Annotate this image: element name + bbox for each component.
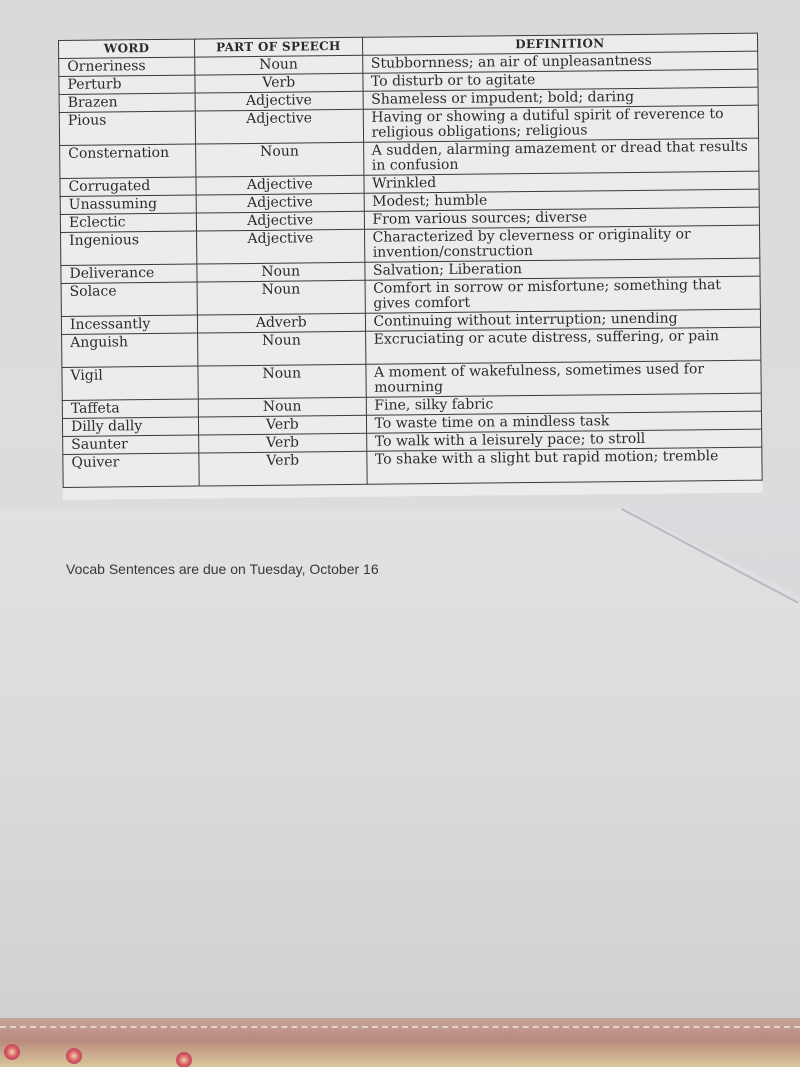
pos-cell: Verb: [195, 73, 363, 93]
pos-cell: Noun: [196, 142, 364, 177]
definition-cell: To walk with a leisurely pace; to stroll: [366, 429, 762, 451]
table-row: [63, 447, 762, 487]
desk-fabric-strip: [0, 1018, 800, 1067]
flower-pattern-icon: [66, 1048, 82, 1064]
word-cell: Solace: [61, 282, 197, 316]
definition-cell: To disturb or to agitate: [362, 69, 758, 91]
word-cell: Ingenious: [61, 231, 197, 265]
pos-cell: Adjective: [196, 193, 364, 213]
pos-cell: Noun: [198, 331, 366, 366]
header-part-of-speech: PART OF SPEECH: [195, 37, 363, 57]
definition-cell: Stubbornness; an air of unpleasantness: [362, 51, 758, 73]
word-cell: Deliverance: [61, 264, 197, 283]
fabric-stitching: [0, 1026, 800, 1028]
pos-cell: Adjective: [196, 175, 364, 195]
definition-cell: Comfort in sorrow or misfortune; something that gives comfort: [365, 276, 761, 313]
word-cell: Anguish: [62, 333, 198, 367]
definition-cell: Fine, silky fabric: [366, 393, 762, 415]
pos-cell: Noun: [198, 364, 366, 399]
word-cell: Quiver: [63, 453, 199, 487]
word-cell: Unassuming: [60, 195, 196, 214]
definition-cell: Continuing without interruption; unending: [365, 309, 761, 331]
pos-cell: Adjective: [196, 211, 364, 231]
header-definition: DEFINITION: [362, 33, 758, 55]
header-word: WORD: [59, 39, 195, 58]
vocab-table: [58, 33, 763, 488]
word-cell: Vigil: [62, 366, 198, 400]
flower-pattern-icon: [4, 1044, 20, 1060]
pos-cell: Noun: [198, 397, 366, 417]
pos-cell: Adjective: [195, 91, 363, 111]
pos-cell: Verb: [199, 433, 367, 453]
flower-pattern-icon: [176, 1052, 192, 1067]
word-cell: Saunter: [63, 435, 199, 454]
word-cell: Perturb: [59, 75, 195, 94]
pos-cell: Noun: [195, 55, 363, 75]
word-cell: Taffeta: [62, 399, 198, 418]
definition-cell: To shake with a slight but rapid motion; tremble: [366, 447, 762, 484]
pos-cell: Noun: [197, 262, 365, 282]
definition-cell: Shameless or impudent; bold; daring: [363, 87, 759, 109]
definition-cell: Wrinkled: [363, 171, 759, 193]
word-cell: Pious: [59, 111, 195, 145]
definition-cell: Modest; humble: [364, 189, 760, 211]
definition-cell: To waste time on a mindless task: [366, 411, 762, 433]
due-date-note: Vocab Sentences are due on Tuesday, October 16: [66, 561, 379, 577]
definition-cell: A moment of wakefulness, sometimes used for mourning: [365, 360, 761, 397]
word-cell: Incessantly: [61, 315, 197, 334]
definition-cell: A sudden, alarming amazement or dread that results in confusion: [363, 138, 759, 175]
vocab-table-body: [59, 51, 762, 487]
word-cell: Consternation: [60, 144, 196, 178]
word-cell: Orneriness: [59, 57, 195, 76]
pos-cell: Adverb: [197, 313, 365, 333]
vocab-sheet: [58, 33, 763, 500]
definition-cell: Salvation; Liberation: [364, 258, 760, 280]
definition-cell: Excruciating or acute distress, suffering, or pain: [365, 327, 761, 364]
word-cell: Brazen: [59, 93, 195, 112]
word-cell: Eclectic: [60, 213, 196, 232]
pos-cell: Adjective: [195, 109, 363, 144]
word-cell: Dilly dally: [62, 417, 198, 436]
pos-cell: Adjective: [197, 229, 365, 264]
folder-pocket: [0, 508, 800, 1028]
pos-cell: Verb: [199, 451, 367, 486]
word-cell: Corrugated: [60, 177, 196, 196]
pos-cell: Verb: [198, 415, 366, 435]
definition-cell: From various sources; diverse: [364, 207, 760, 229]
pos-cell: Noun: [197, 280, 365, 315]
definition-cell: Characterized by cleverness or originality or invention/construction: [364, 225, 760, 262]
definition-cell: Having or showing a dutiful spirit of reverence to religious obligations; religious: [363, 105, 759, 142]
